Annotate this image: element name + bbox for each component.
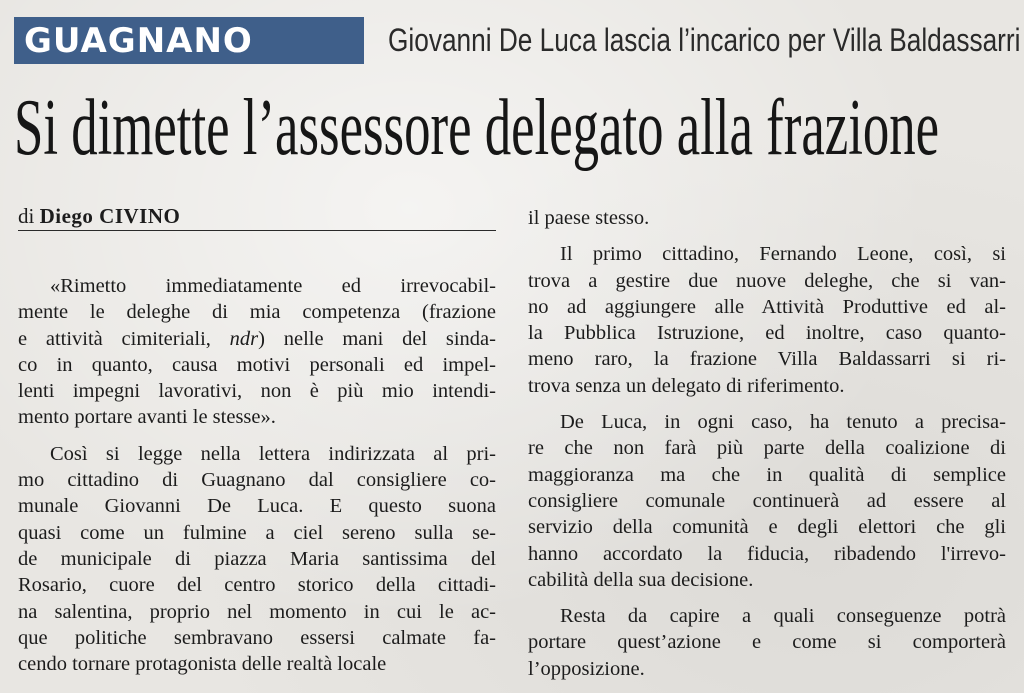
text-line: Così si legge nella lettera indirizzata al pri- bbox=[50, 442, 496, 465]
text-line: no ad aggiungere alle Attività Produttive ed al- bbox=[528, 295, 1006, 318]
section-label: GUAGNANO bbox=[24, 20, 253, 61]
text-line: mento portare avanti le stesse». bbox=[18, 406, 276, 429]
paragraph-de-luca bbox=[528, 409, 1006, 593]
text-line: la Pubblica Istruzione, ed inoltre, caso quanto- bbox=[528, 322, 1006, 345]
right-column bbox=[528, 205, 1006, 682]
text-line: hanno accordato la fiducia, ribadendo l'irrevo- bbox=[528, 542, 1006, 565]
byline-prefix: di bbox=[18, 204, 35, 228]
paragraph-continuation bbox=[528, 205, 1006, 231]
text-line: meno raro, la frazione Villa Baldassarri si ri- bbox=[528, 348, 1006, 371]
text-line: maggioranza ma che in qualità di semplice bbox=[528, 463, 1006, 486]
text-line: cendo tornare protagonista delle realtà locale bbox=[18, 653, 387, 676]
text-line: il paese stesso. bbox=[528, 207, 650, 229]
headline: Si dimette l’assessore delegato alla frazione bbox=[14, 84, 940, 172]
paragraph-letter bbox=[18, 441, 496, 678]
text-line: portare quest’azione e come si comporterà bbox=[528, 631, 1006, 654]
text-line: trova a gestire due nuove deleghe, che si van- bbox=[528, 269, 1006, 292]
text-line: de municipale di piazza Maria santissima del bbox=[18, 547, 496, 570]
text-line: servizio della comunità e degli elettori che gli bbox=[528, 516, 1006, 539]
section-banner bbox=[14, 17, 364, 64]
text-line: quasi come un fulmine a ciel sereno sulla se- bbox=[18, 521, 496, 544]
text-line: que politiche sembravano essersi calmate fa- bbox=[18, 626, 496, 649]
text-line: re che non farà più parte della coalizione di bbox=[528, 437, 1006, 460]
text-line: trova senza un delegato di riferimento. bbox=[528, 374, 845, 397]
text-line: na salentina, proprio nel momento in cui le ac- bbox=[18, 600, 496, 623]
byline-author: Diego CIVINO bbox=[39, 204, 181, 228]
text-line: e attività cimiteriali, ndr) nelle mani del sinda- bbox=[18, 327, 496, 350]
text-line: «Rimetto immediatamente ed irrevocabil- bbox=[50, 275, 496, 297]
text-line: lenti impegni lavorativi, non è più mio intendi- bbox=[18, 380, 496, 403]
left-column bbox=[18, 273, 496, 677]
paragraph-quote bbox=[18, 273, 496, 431]
text-line: consigliere comunale continuerà ad essere al bbox=[528, 489, 1006, 512]
kicker: Giovanni De Luca lascia l’incarico per Villa Baldassarri bbox=[388, 22, 1021, 58]
text-line: munale Giovanni De Luca. E questo suona bbox=[18, 495, 496, 518]
text-line: co in quanto, causa motivi personali ed impel- bbox=[18, 353, 496, 376]
paragraph-mayor bbox=[528, 241, 1006, 399]
text-line: mo cittadino di Guagnano dal consigliere co- bbox=[18, 469, 496, 492]
paragraph-outlook bbox=[528, 603, 1006, 682]
text-line: Il primo cittadino, Fernando Leone, così, si bbox=[560, 243, 1006, 266]
text-line: De Luca, in ogni caso, ha tenuto a precisa- bbox=[560, 411, 1006, 434]
byline bbox=[18, 201, 496, 231]
text-line: Resta da capire a quali conseguenze potrà bbox=[560, 605, 1006, 628]
text-line: l’opposizione. bbox=[528, 657, 645, 680]
text-line: cabilità della sua decisione. bbox=[528, 568, 754, 591]
text-line: mente le deleghe di mia competenza (frazione bbox=[18, 301, 496, 324]
text-line: Rosario, cuore del centro storico della cittadi- bbox=[18, 574, 496, 597]
